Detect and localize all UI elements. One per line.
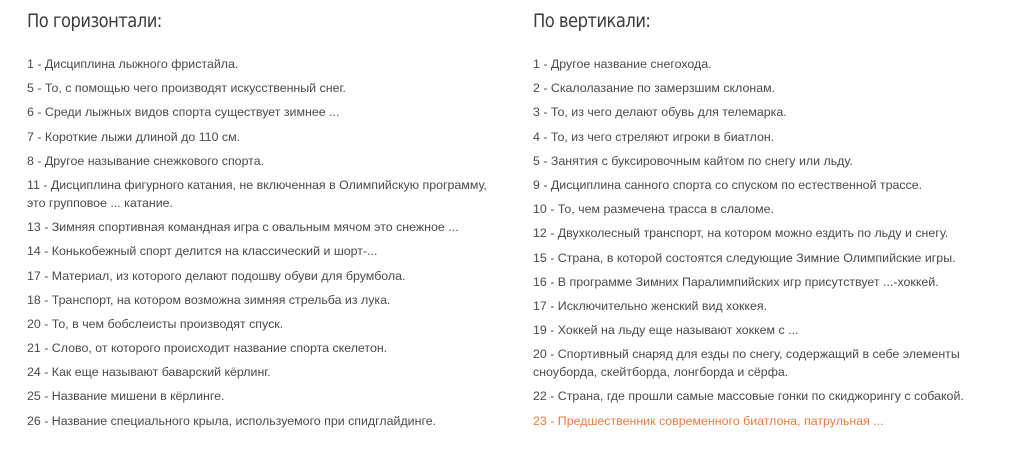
across-clue-list	[27, 55, 497, 436]
across-clue[interactable]: 5 - То, с помощью чего производят искусственный снег.	[27, 81, 346, 96]
down-clue[interactable]: 1 - Другое название снегохода.	[533, 57, 712, 71]
down-clue-list	[533, 55, 1003, 436]
across-clue[interactable]: 1 - Дисциплина лыжного фристайла.	[27, 57, 239, 71]
across-clue[interactable]: 14 - Конькобежный спорт делится на классический и шорт-...	[27, 244, 378, 259]
down-clue[interactable]: 4 - То, из чего стреляют игроки в биатлон.	[533, 129, 775, 144]
down-clue[interactable]: 19 - Хоккей на льду еще называют хоккем с ...	[533, 323, 799, 338]
down-clue[interactable]: 22 - Страна, где прошли самые массовые гонки по скиджорингу с собакой.	[533, 389, 964, 404]
down-clue-active[interactable]: 23 - Предшественник современного биатлона, патрульная ...	[533, 413, 884, 428]
down-clue[interactable]: 15 - Страна, в которой состоятся следующие Зимние Олимпийские игры.	[533, 250, 956, 265]
across-clue[interactable]: 13 - Зимняя спортивная командная игра с овальным мячом это снежное ...	[27, 220, 459, 235]
across-clue[interactable]: 25 - Название мишени в кёрлинге.	[27, 389, 225, 404]
down-clue[interactable]: 12 - Двухколесный транспорт, на котором можно ездить по льду и снегу.	[533, 226, 949, 241]
across-clue[interactable]: 26 - Название специального крыла, используемого при спидглайдинге.	[27, 413, 437, 428]
across-clue[interactable]: 8 - Другое называние снежкового спорта.	[27, 153, 265, 168]
down-clue[interactable]: 5 - Занятия с буксировочным кайтом по снегу или льду.	[533, 153, 853, 168]
across-clue[interactable]: 24 - Как еще называют баварский кёрлинг.	[27, 365, 271, 380]
across-clue[interactable]: 6 - Среди лыжных видов спорта существует зимнее ...	[27, 105, 340, 120]
down-clue[interactable]: 16 - В программе Зимних Паралимпийских игр присутствует ...-хоккей.	[533, 274, 939, 289]
across-clue[interactable]: 21 - Слово, от которого происходит название спорта скелетон.	[27, 341, 388, 356]
across-clue[interactable]: 11 - Дисциплина фигурного катания, не включенная в Олимпийскую программу, это групповое ... катание.	[27, 177, 487, 210]
down-clue[interactable]: 3 - То, из чего делают обувь для телемарка.	[533, 105, 787, 120]
down-clue[interactable]: 10 - То, чем размечена трасса в слаломе.	[533, 202, 774, 217]
across-clue[interactable]: 20 - То, в чем бобслеисты производят спуск.	[27, 316, 284, 331]
down-clue[interactable]: 17 - Исключительно женский вид хоккея.	[533, 298, 768, 313]
down-clue[interactable]: 9 - Дисциплина санного спорта со спуском по естественной трассе.	[533, 177, 923, 192]
down-clue[interactable]: 2 - Скалолазание по замерзшим склонам.	[533, 81, 776, 96]
across-clue[interactable]: 18 - Транспорт, на котором возможна зимняя стрельба из лука.	[27, 292, 391, 307]
down-clue[interactable]: 20 - Спортивный снаряд для езды по снегу, содержащий в себе элементы сноуборда, скейтборда, лонгборда и сёрфа.	[533, 347, 960, 380]
across-heading: По горизонтали:	[27, 10, 162, 32]
down-heading: По вертикали:	[533, 10, 651, 32]
across-clue[interactable]: 17 - Материал, из которого делают подошву обуви для брумбола.	[27, 268, 406, 283]
across-clue[interactable]: 7 - Короткие лыжи длиной до 110 см.	[27, 129, 241, 144]
